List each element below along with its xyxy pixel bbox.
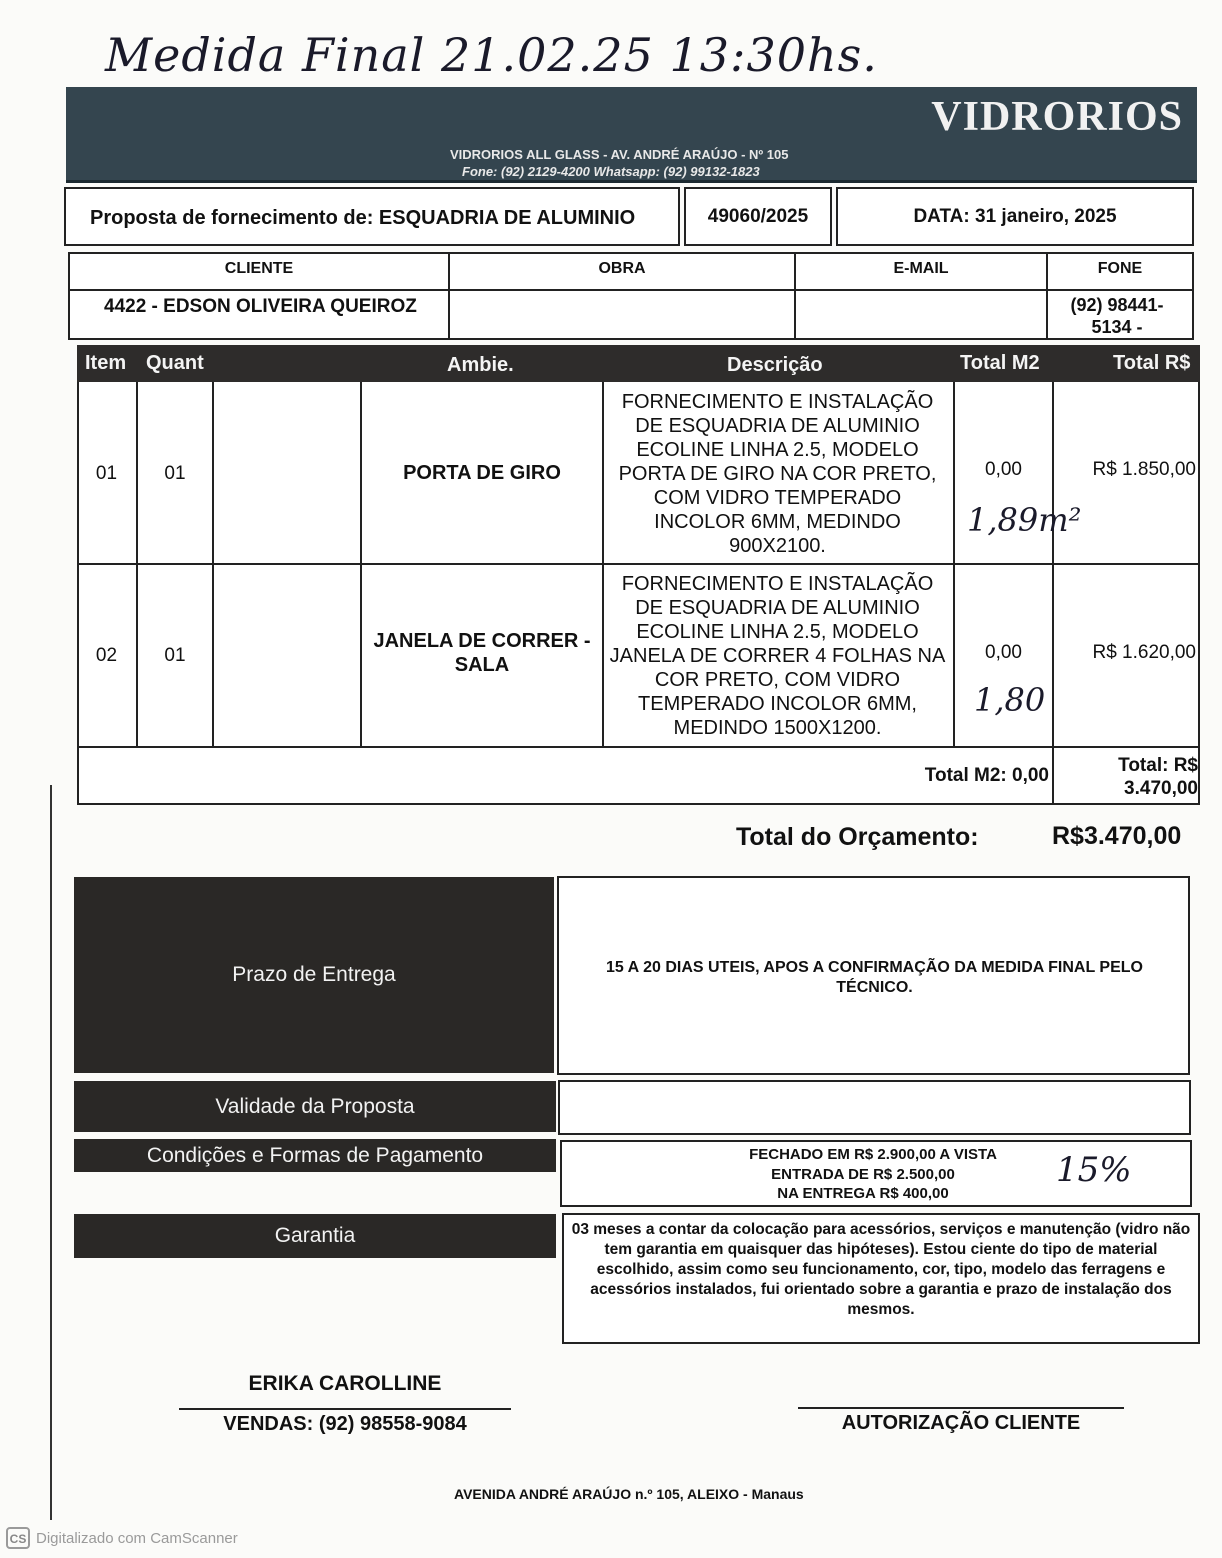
- header-address: VIDRORIOS ALL GLASS - AV. ANDRÉ ARAÚJO - Nº 105: [450, 147, 789, 162]
- pagamento-line-2: ENTRADA DE R$ 2.500,00: [771, 1166, 955, 1183]
- client-name: 4422 - EDSON OLIVEIRA QUEIROZ: [104, 296, 417, 317]
- col-ambie: Ambie.: [447, 354, 514, 376]
- table-total-rs: Total: R$ 3.470,00: [1118, 754, 1198, 799]
- items-table: [77, 345, 1200, 805]
- seller-signature-line: [179, 1408, 511, 1410]
- budget-total-label: Total do Orçamento:: [736, 823, 979, 851]
- budget-total-value: R$3.470,00: [1052, 822, 1182, 850]
- client-authorization: AUTORIZAÇÃO CLIENTE: [841, 1412, 1081, 1434]
- fone-label: FONE: [1097, 260, 1143, 277]
- validade-box: [558, 1080, 1191, 1135]
- table-row-1-item: 01: [95, 462, 118, 484]
- garantia-text: 03 meses a contar da colocação para acessórios, serviços e manutenção (vidro não tem garantia em quaisquer das hipóteses). Estou ciente do tipo de material escolhido, assim como seu funcionamento, cor, tipo, modelo das ferragens e acessórios instalados, fui orientado sobre a garantia e prazo de instalação dos mesmos.: [571, 1221, 1191, 1318]
- proposal-title: Proposta de fornecimento de: ESQUADRIA DE ALUMINIO: [90, 207, 636, 229]
- pagamento-label: Condições e Formas de Pagamento: [74, 1139, 556, 1172]
- table-row-2-total-rs: R$ 1.620,00: [1092, 641, 1196, 663]
- prazo-label: Prazo de Entrega: [74, 877, 554, 1073]
- camscanner-text: Digitalizado com CamScanner: [36, 1530, 238, 1547]
- client-label: CLIENTE: [224, 260, 294, 277]
- table-row-2-total-m2: 0,00: [985, 641, 1022, 663]
- header-banner: [66, 87, 1197, 183]
- header-phone: Fone: (92) 2129-4200 Whatsapp: (92) 99132-1823: [462, 164, 760, 179]
- table-row-1-descricao: FORNECIMENTO E INSTALAÇÃO DE ESQUADRIA DE ALUMINIO ECOLINE LINHA 2.5, MODELO PORTA DE GIRO NA COR PRETO, COM VIDRO TEMPERADO INCOLOR 6MM, MEDINDO 900X2100.: [618, 390, 937, 557]
- brand-logo: VIDRORIOS: [931, 94, 1183, 140]
- col-quant: Quant: [146, 352, 204, 374]
- footer-address: AVENIDA ANDRÉ ARAÚJO n.º 105, ALEIXO - Manaus: [454, 1486, 804, 1502]
- col-item: Item: [85, 352, 127, 374]
- table-row-1-blank: [214, 384, 360, 563]
- table-row-1-ambiente: PORTA DE GIRO: [403, 462, 561, 484]
- garantia-label: Garantia: [74, 1214, 556, 1258]
- pagamento-line-1: FECHADO EM R$ 2.900,00 A VISTA: [749, 1146, 997, 1163]
- handwritten-note: Medida Final 21.02.25 13:30hs.: [105, 28, 878, 82]
- proposal-title-box: [64, 187, 680, 246]
- proposal-number: 49060/2025: [684, 187, 832, 246]
- garantia-box: [562, 1213, 1200, 1344]
- col-descricao: Descrição: [727, 354, 823, 376]
- seller-phone: VENDAS: (92) 98558-9084: [223, 1413, 467, 1435]
- validade-label: Validade da Proposta: [74, 1081, 556, 1132]
- table-total-m2: Total M2: 0,00: [924, 764, 1049, 786]
- table-row-2-ambiente: JANELA DE CORRER - SALA: [373, 629, 591, 676]
- proposal-date: DATA: 31 janeiro, 2025: [836, 187, 1194, 246]
- table-row-2-item: 02: [95, 644, 118, 666]
- table-row-1-total-m2: 0,00: [985, 459, 1022, 480]
- client-table: [68, 252, 1194, 340]
- table-row-1-quant: 01: [164, 462, 186, 484]
- email-label: E-MAIL: [893, 260, 949, 277]
- pagamento-box: [560, 1140, 1192, 1207]
- handwritten-percent: 15%: [1056, 1150, 1132, 1190]
- table-row-2-quant: 01: [164, 644, 186, 666]
- obra-label: OBRA: [598, 260, 646, 277]
- table-row-2-m2-handwritten: 1,80: [974, 681, 1046, 719]
- table-row-1-total-rs: R$ 1.850,00: [1092, 459, 1196, 480]
- col-total-m2: Total M2: [960, 352, 1040, 374]
- client-signature-line: [798, 1407, 1124, 1409]
- prazo-box: [557, 876, 1190, 1075]
- table-row-2-blank: [214, 565, 360, 746]
- camscanner-logo: CS: [6, 1527, 30, 1549]
- prazo-text: 15 A 20 DIAS UTEIS, APOS A CONFIRMAÇÃO DA MEDIDA FINAL PELO TÉCNICO.: [606, 959, 1143, 996]
- table-row-2-descricao: FORNECIMENTO E INSTALAÇÃO DE ESQUADRIA DE ALUMINIO ECOLINE LINHA 2.5, MODELO JANELA DE CORRER 4 FOLHAS NA COR PRETO, COM VIDRO TEMPERADO INCOLOR 6MM, MEDINDO 1500X1200.: [609, 572, 946, 739]
- col-total-rs: Total R$: [1113, 352, 1191, 374]
- client-phone: (92) 98441-5134 -: [1070, 295, 1164, 337]
- page-edge: [50, 785, 52, 1520]
- seller-name: ERIKA CAROLLINE: [248, 1372, 442, 1395]
- table-row-1-m2-handwritten: 1,89m²: [967, 501, 1082, 539]
- pagamento-line-3: NA ENTREGA R$ 400,00: [777, 1185, 949, 1202]
